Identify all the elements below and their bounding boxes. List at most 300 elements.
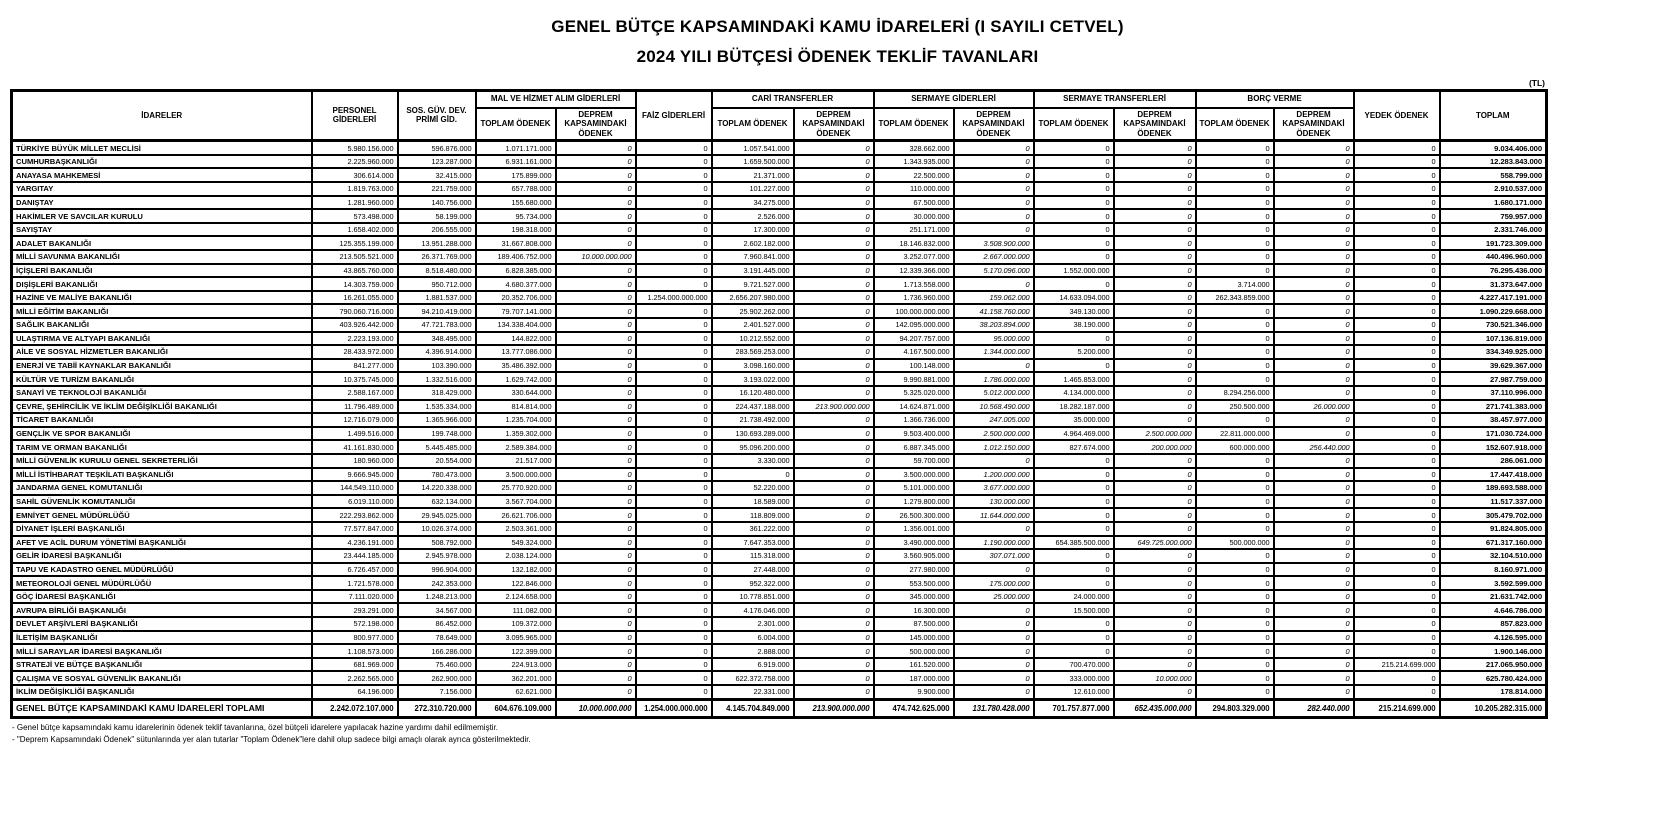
value-cell: 0 xyxy=(556,563,636,577)
value-cell: 0 xyxy=(556,304,636,318)
value-cell: 0 xyxy=(1196,508,1274,522)
table-row xyxy=(12,603,1547,617)
header-group-row xyxy=(12,90,1547,108)
value-cell: 0 xyxy=(1196,196,1274,210)
value-cell: 2.945.978.000 xyxy=(398,549,476,563)
col-header-idareler: İDARELER xyxy=(12,90,312,141)
value-cell: 0 xyxy=(556,576,636,590)
value-cell: 21.517.000 xyxy=(476,454,556,468)
value-cell: 0 xyxy=(1114,481,1196,495)
table-row xyxy=(12,386,1547,400)
value-cell: 0 xyxy=(1034,644,1114,658)
value-cell: 0 xyxy=(556,454,636,468)
value-cell: 1.365.966.000 xyxy=(398,413,476,427)
value-cell: 64.196.000 xyxy=(312,685,398,699)
value-cell: 700.470.000 xyxy=(1034,658,1114,672)
value-cell: 26.500.300.000 xyxy=(874,508,954,522)
table-row xyxy=(12,413,1547,427)
value-cell: 122.846.000 xyxy=(476,576,556,590)
title-block xyxy=(0,0,1675,72)
value-cell: 0 xyxy=(1196,345,1274,359)
table-row xyxy=(12,277,1547,291)
value-cell: 206.555.000 xyxy=(398,223,476,237)
value-cell: 0 xyxy=(1354,685,1440,699)
value-cell: 0 xyxy=(1034,236,1114,250)
value-cell: 39.629.367.000 xyxy=(1440,359,1547,373)
value-cell: 0 xyxy=(636,427,712,441)
value-cell: 32.104.510.000 xyxy=(1440,549,1547,563)
value-cell: 596.876.000 xyxy=(398,141,476,155)
table-row xyxy=(12,291,1547,305)
value-cell: 0 xyxy=(636,372,712,386)
value-cell: 0 xyxy=(1034,481,1114,495)
value-cell: 13.777.086.000 xyxy=(476,345,556,359)
value-cell: 0 xyxy=(636,209,712,223)
value-cell: 0 xyxy=(1114,359,1196,373)
value-cell: 0 xyxy=(1354,332,1440,346)
value-cell: 0 xyxy=(1114,372,1196,386)
value-cell: 95.734.000 xyxy=(476,209,556,223)
value-cell: 0 xyxy=(1274,590,1354,604)
value-cell: 2.910.537.000 xyxy=(1440,182,1547,196)
value-cell: 9.034.406.000 xyxy=(1440,141,1547,155)
table-row xyxy=(12,644,1547,658)
value-cell: 12.283.843.000 xyxy=(1440,155,1547,169)
value-cell: 0 xyxy=(794,427,874,441)
value-cell: 6.931.161.000 xyxy=(476,155,556,169)
value-cell: 0 xyxy=(1114,658,1196,672)
value-cell: 110.000.000 xyxy=(874,182,954,196)
value-cell: 38.190.000 xyxy=(1034,318,1114,332)
value-cell: 0 xyxy=(1114,236,1196,250)
value-cell: 59.700.000 xyxy=(874,454,954,468)
value-cell: 75.460.000 xyxy=(398,658,476,672)
value-cell: 6.726.457.000 xyxy=(312,563,398,577)
value-cell: 0 xyxy=(1274,563,1354,577)
value-cell: 86.452.000 xyxy=(398,617,476,631)
table-row xyxy=(12,209,1547,223)
value-cell: 330.644.000 xyxy=(476,386,556,400)
value-cell: 52.220.000 xyxy=(712,481,794,495)
value-cell: 67.500.000 xyxy=(874,196,954,210)
value-cell: 2.242.072.107.000 xyxy=(312,699,398,717)
value-cell: 0 xyxy=(1114,277,1196,291)
value-cell: 272.310.720.000 xyxy=(398,699,476,717)
value-cell: 187.000.000 xyxy=(874,671,954,685)
idare-name-cell: DANIŞTAY xyxy=(12,196,312,210)
value-cell: 26.371.769.000 xyxy=(398,250,476,264)
value-cell: 3.098.160.000 xyxy=(712,359,794,373)
value-cell: 0 xyxy=(636,522,712,536)
value-cell: 0 xyxy=(636,264,712,278)
value-cell: 0 xyxy=(1354,304,1440,318)
value-cell: 256.440.000 xyxy=(1274,440,1354,454)
value-cell: 1.254.000.000.000 xyxy=(636,291,712,305)
value-cell: 1.235.704.000 xyxy=(476,413,556,427)
value-cell: 553.500.000 xyxy=(874,576,954,590)
value-cell: 0 xyxy=(1274,209,1354,223)
value-cell: 6.919.000 xyxy=(712,658,794,672)
idare-name-cell: GÖÇ İDARESİ BAŞKANLIĞI xyxy=(12,590,312,604)
value-cell: 0 xyxy=(1196,304,1274,318)
value-cell: 23.444.185.000 xyxy=(312,549,398,563)
value-cell: 0 xyxy=(556,277,636,291)
value-cell: 950.712.000 xyxy=(398,277,476,291)
value-cell: 0 xyxy=(1114,182,1196,196)
value-cell: 0 xyxy=(1114,332,1196,346)
value-cell: 0 xyxy=(954,223,1034,237)
value-cell: 361.222.000 xyxy=(712,522,794,536)
value-cell: 1.012.150.000 xyxy=(954,440,1034,454)
value-cell: 0 xyxy=(794,549,874,563)
value-cell: 152.607.918.000 xyxy=(1440,440,1547,454)
value-cell: 10.026.374.000 xyxy=(398,522,476,536)
value-cell: 4.227.417.191.000 xyxy=(1440,291,1547,305)
value-cell: 0 xyxy=(636,223,712,237)
value-cell: 1.071.171.000 xyxy=(476,141,556,155)
value-cell: 0 xyxy=(1354,549,1440,563)
idare-name-cell: ENERJİ VE TABİİ KAYNAKLAR BAKANLIĞI xyxy=(12,359,312,373)
value-cell: 1.680.171.000 xyxy=(1440,196,1547,210)
value-cell: 0 xyxy=(1274,264,1354,278)
value-cell: 109.372.000 xyxy=(476,617,556,631)
value-cell: 0 xyxy=(1274,223,1354,237)
table-row xyxy=(12,563,1547,577)
value-cell: 10.000.000.000 xyxy=(556,250,636,264)
idare-name-cell: KÜLTÜR VE TURİZM BAKANLIĞI xyxy=(12,372,312,386)
value-cell: 11.517.337.000 xyxy=(1440,495,1547,509)
footnote-1: - Genel bütçe kapsamındaki kamu idarelerinin ödenek teklif tavanlarına, özel bütçeli idarelere yapılacak hazine yardımı dahil edilmemiştir. xyxy=(12,722,499,732)
value-cell: 8.160.971.000 xyxy=(1440,563,1547,577)
value-cell: 0 xyxy=(954,685,1034,699)
idare-name-cell: MİLLİ SAVUNMA BAKANLIĞI xyxy=(12,250,312,264)
idare-name-cell: DİYANET İŞLERİ BAŞKANLIĞI xyxy=(12,522,312,536)
value-cell: 0 xyxy=(1034,631,1114,645)
col-header-toplam: TOPLAM xyxy=(1440,90,1547,141)
sub-header-mal-toplam: TOPLAM ÖDENEK xyxy=(476,108,556,141)
value-cell: 0 xyxy=(1354,576,1440,590)
value-cell: 3.191.445.000 xyxy=(712,264,794,278)
idare-name-cell: MİLLİ SARAYLAR İDARESİ BAŞKANLIĞI xyxy=(12,644,312,658)
value-cell: 14.633.094.000 xyxy=(1034,291,1114,305)
idare-name-cell: METEOROLOJİ GENEL MÜDÜRLÜĞÜ xyxy=(12,576,312,590)
value-cell: 95.096.200.000 xyxy=(712,440,794,454)
value-cell: 103.390.000 xyxy=(398,359,476,373)
table-row xyxy=(12,359,1547,373)
value-cell: 0 xyxy=(1034,182,1114,196)
value-cell: 0 xyxy=(636,685,712,699)
value-cell: 0 xyxy=(1114,576,1196,590)
value-cell: 217.065.950.000 xyxy=(1440,658,1547,672)
value-cell: 0 xyxy=(1114,141,1196,155)
value-cell: 7.647.353.000 xyxy=(712,536,794,550)
value-cell: 0 xyxy=(794,141,874,155)
table-row xyxy=(12,576,1547,590)
value-cell: 0 xyxy=(1196,168,1274,182)
value-cell: 2.038.124.000 xyxy=(476,549,556,563)
value-cell: 175.899.000 xyxy=(476,168,556,182)
value-cell: 140.756.000 xyxy=(398,196,476,210)
value-cell: 0 xyxy=(954,182,1034,196)
value-cell: 0 xyxy=(1196,236,1274,250)
value-cell: 30.000.000 xyxy=(874,209,954,223)
value-cell: 31.667.808.000 xyxy=(476,236,556,250)
value-cell: 0 xyxy=(712,468,794,482)
value-cell: 0 xyxy=(1274,196,1354,210)
value-cell: 0 xyxy=(636,332,712,346)
table-row xyxy=(12,481,1547,495)
value-cell: 2.500.000.000 xyxy=(1114,427,1196,441)
value-cell: 333.000.000 xyxy=(1034,671,1114,685)
value-cell: 632.134.000 xyxy=(398,495,476,509)
table-row xyxy=(12,168,1547,182)
value-cell: 604.676.109.000 xyxy=(476,699,556,717)
value-cell: 0 xyxy=(1114,685,1196,699)
value-cell: 0 xyxy=(1196,155,1274,169)
value-cell: 0 xyxy=(794,440,874,454)
value-cell: 8.518.480.000 xyxy=(398,264,476,278)
value-cell: 200.000.000 xyxy=(1114,440,1196,454)
value-cell: 2.301.000 xyxy=(712,617,794,631)
value-cell: 0 xyxy=(1196,631,1274,645)
value-cell: 29.945.025.000 xyxy=(398,508,476,522)
total-name-cell: GENEL BÜTÇE KAPSAMINDAKİ KAMU İDARELERİ TOPLAMI xyxy=(12,699,312,717)
value-cell: 0 xyxy=(636,658,712,672)
value-cell: 1.057.541.000 xyxy=(712,141,794,155)
value-cell: 0 xyxy=(1196,576,1274,590)
value-cell: 0 xyxy=(1114,400,1196,414)
idare-name-cell: SAHİL GÜVENLİK KOMUTANLIĞI xyxy=(12,495,312,509)
value-cell: 0 xyxy=(1034,155,1114,169)
value-cell: 0 xyxy=(794,522,874,536)
idare-name-cell: AFET VE ACİL DURUM YÖNETİMİ BAŞKANLIĞI xyxy=(12,536,312,550)
value-cell: 0 xyxy=(794,536,874,550)
value-cell: 11.644.000.000 xyxy=(954,508,1034,522)
value-cell: 2.124.658.000 xyxy=(476,590,556,604)
value-cell: 652.435.000.000 xyxy=(1114,699,1196,717)
value-cell: 130.000.000 xyxy=(954,495,1034,509)
value-cell: 0 xyxy=(1354,508,1440,522)
value-cell: 0 xyxy=(1354,440,1440,454)
value-cell: 1.090.229.668.000 xyxy=(1440,304,1547,318)
value-cell: 827.674.000 xyxy=(1034,440,1114,454)
value-cell: 0 xyxy=(1354,236,1440,250)
value-cell: 0 xyxy=(636,250,712,264)
value-cell: 0 xyxy=(1114,196,1196,210)
value-cell: 41.158.760.000 xyxy=(954,304,1034,318)
value-cell: 657.788.000 xyxy=(476,182,556,196)
value-cell: 0 xyxy=(556,508,636,522)
value-cell: 0 xyxy=(794,603,874,617)
value-cell: 0 xyxy=(1196,617,1274,631)
value-cell: 262.343.859.000 xyxy=(1196,291,1274,305)
value-cell: 0 xyxy=(1114,454,1196,468)
value-cell: 0 xyxy=(1274,536,1354,550)
value-cell: 0 xyxy=(1114,644,1196,658)
value-cell: 32.415.000 xyxy=(398,168,476,182)
value-cell: 2.888.000 xyxy=(712,644,794,658)
value-cell: 18.589.000 xyxy=(712,495,794,509)
value-cell: 0 xyxy=(1354,522,1440,536)
value-cell: 0 xyxy=(954,155,1034,169)
value-cell: 78.649.000 xyxy=(398,631,476,645)
value-cell: 0 xyxy=(1114,318,1196,332)
value-cell: 0 xyxy=(1034,277,1114,291)
table-row xyxy=(12,508,1547,522)
value-cell: 5.980.156.000 xyxy=(312,141,398,155)
value-cell: 306.614.000 xyxy=(312,168,398,182)
value-cell: 131.780.428.000 xyxy=(954,699,1034,717)
idare-name-cell: MİLLİ EĞİTİM BAKANLIĞI xyxy=(12,304,312,318)
table-body xyxy=(12,141,1547,717)
value-cell: 3.500.000.000 xyxy=(476,468,556,482)
value-cell: 2.602.182.000 xyxy=(712,236,794,250)
value-cell: 0 xyxy=(794,332,874,346)
value-cell: 221.759.000 xyxy=(398,182,476,196)
value-cell: 16.261.055.000 xyxy=(312,291,398,305)
value-cell: 16.300.000 xyxy=(874,603,954,617)
idare-name-cell: TARIM VE ORMAN BAKANLIĞI xyxy=(12,440,312,454)
value-cell: 0 xyxy=(1274,671,1354,685)
value-cell: 0 xyxy=(794,250,874,264)
table-row xyxy=(12,536,1547,550)
value-cell: 0 xyxy=(556,522,636,536)
value-cell: 759.957.000 xyxy=(1440,209,1547,223)
value-cell: 0 xyxy=(1114,386,1196,400)
value-cell: 0 xyxy=(636,590,712,604)
value-cell: 0 xyxy=(1196,658,1274,672)
value-cell: 0 xyxy=(556,468,636,482)
value-cell: 1.900.146.000 xyxy=(1440,644,1547,658)
value-cell: 58.199.000 xyxy=(398,209,476,223)
value-cell: 293.291.000 xyxy=(312,603,398,617)
table-row xyxy=(12,372,1547,386)
value-cell: 0 xyxy=(1354,196,1440,210)
value-cell: 26.621.706.000 xyxy=(476,508,556,522)
value-cell: 213.505.521.000 xyxy=(312,250,398,264)
table-row xyxy=(12,440,1547,454)
value-cell: 145.000.000 xyxy=(874,631,954,645)
value-cell: 132.182.000 xyxy=(476,563,556,577)
value-cell: 600.000.000 xyxy=(1196,440,1274,454)
idare-name-cell: JANDARMA GENEL KOMUTANLIĞI xyxy=(12,481,312,495)
value-cell: 0 xyxy=(1196,209,1274,223)
table-row xyxy=(12,400,1547,414)
value-cell: 0 xyxy=(636,386,712,400)
value-cell: 1.658.402.000 xyxy=(312,223,398,237)
value-cell: 4.176.046.000 xyxy=(712,603,794,617)
value-cell: 0 xyxy=(954,563,1034,577)
value-cell: 0 xyxy=(556,291,636,305)
value-cell: 2.401.527.000 xyxy=(712,318,794,332)
value-cell: 166.286.000 xyxy=(398,644,476,658)
value-cell: 0 xyxy=(636,413,712,427)
value-cell: 0 xyxy=(1274,576,1354,590)
value-cell: 3.330.000 xyxy=(712,454,794,468)
value-cell: 250.500.000 xyxy=(1196,400,1274,414)
value-cell: 500.000.000 xyxy=(874,644,954,658)
value-cell: 0 xyxy=(556,196,636,210)
value-cell: 0 xyxy=(1034,522,1114,536)
value-cell: 6.004.000 xyxy=(712,631,794,645)
value-cell: 12.339.366.000 xyxy=(874,264,954,278)
value-cell: 25.770.920.000 xyxy=(476,481,556,495)
idare-name-cell: MİLLİ GÜVENLİK KURULU GENEL SEKRETERLİĞİ xyxy=(12,454,312,468)
value-cell: 0 xyxy=(636,468,712,482)
value-cell: 115.318.000 xyxy=(712,549,794,563)
table-row xyxy=(12,264,1547,278)
value-cell: 0 xyxy=(1274,168,1354,182)
value-cell: 800.977.000 xyxy=(312,631,398,645)
value-cell: 0 xyxy=(1354,603,1440,617)
value-cell: 0 xyxy=(1354,223,1440,237)
value-cell: 34.275.000 xyxy=(712,196,794,210)
value-cell: 440.496.960.000 xyxy=(1440,250,1547,264)
sub-header-mal-deprem: DEPREM KAPSAMINDAKİ ÖDENEK xyxy=(556,108,636,141)
value-cell: 37.110.996.000 xyxy=(1440,386,1547,400)
footnotes xyxy=(12,722,1675,746)
value-cell: 38.457.977.000 xyxy=(1440,413,1547,427)
value-cell: 549.324.000 xyxy=(476,536,556,550)
sub-header-cari-deprem: DEPREM KAPSAMINDAKİ ÖDENEK xyxy=(794,108,874,141)
value-cell: 0 xyxy=(954,196,1034,210)
value-cell: 0 xyxy=(1196,318,1274,332)
value-cell: 0 xyxy=(1196,644,1274,658)
table-row xyxy=(12,522,1547,536)
value-cell: 0 xyxy=(954,277,1034,291)
idare-name-cell: MİLLİ İSTİHBARAT TEŞKİLATI BAŞKANLIĞI xyxy=(12,468,312,482)
value-cell: 0 xyxy=(1274,141,1354,155)
value-cell: 1.552.000.000 xyxy=(1034,264,1114,278)
value-cell: 7.960.841.000 xyxy=(712,250,794,264)
idare-name-cell: ANAYASA MAHKEMESİ xyxy=(12,168,312,182)
value-cell: 0 xyxy=(556,631,636,645)
value-cell: 0 xyxy=(636,400,712,414)
value-cell: 0 xyxy=(1034,168,1114,182)
table-row xyxy=(12,631,1547,645)
value-cell: 0 xyxy=(1034,468,1114,482)
value-cell: 0 xyxy=(1274,236,1354,250)
value-cell: 0 xyxy=(1196,413,1274,427)
value-cell: 0 xyxy=(794,590,874,604)
idare-name-cell: DIŞİŞLERİ BAKANLIĞI xyxy=(12,277,312,291)
table-row xyxy=(12,685,1547,699)
col-header-sermaye: SERMAYE GİDERLERİ xyxy=(874,90,1034,108)
value-cell: 271.741.383.000 xyxy=(1440,400,1547,414)
value-cell: 0 xyxy=(556,141,636,155)
value-cell: 362.201.000 xyxy=(476,671,556,685)
value-cell: 123.287.000 xyxy=(398,155,476,169)
value-cell: 0 xyxy=(636,603,712,617)
value-cell: 0 xyxy=(1034,508,1114,522)
value-cell: 2.223.193.000 xyxy=(312,332,398,346)
table-row xyxy=(12,345,1547,359)
value-cell: 0 xyxy=(636,549,712,563)
value-cell: 0 xyxy=(1034,250,1114,264)
value-cell: 286.061.000 xyxy=(1440,454,1547,468)
idare-name-cell: GELİR İDARESİ BAŞKANLIĞI xyxy=(12,549,312,563)
value-cell: 0 xyxy=(636,359,712,373)
value-cell: 0 xyxy=(794,168,874,182)
value-cell: 0 xyxy=(1354,481,1440,495)
value-cell: 0 xyxy=(1354,454,1440,468)
value-cell: 0 xyxy=(556,318,636,332)
value-cell: 0 xyxy=(1034,332,1114,346)
value-cell: 100.148.000 xyxy=(874,359,954,373)
value-cell: 3.677.000.000 xyxy=(954,481,1034,495)
value-cell: 161.520.000 xyxy=(874,658,954,672)
value-cell: 0 xyxy=(636,196,712,210)
